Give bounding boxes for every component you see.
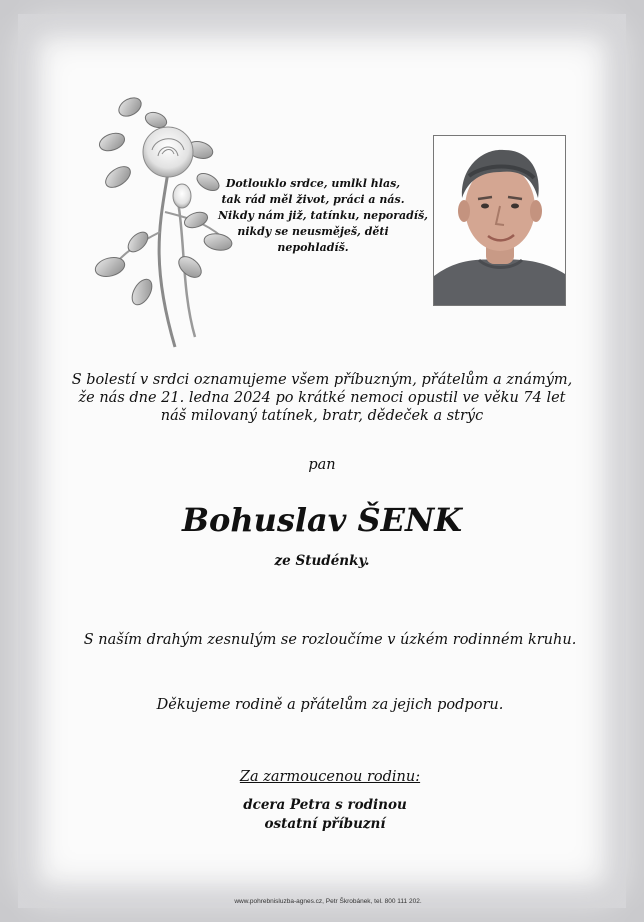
announcement-line: náš milovaný tatínek, bratr, dědeček a strýc bbox=[160, 408, 484, 424]
poem-line: Dotlouklo srdce, umlkl hlas, bbox=[225, 177, 401, 190]
portrait-photo bbox=[433, 135, 566, 306]
announcement bbox=[60, 371, 584, 425]
thanks-text: Děkujeme rodině a přátelům za jejich podporu. bbox=[156, 697, 504, 713]
mourner-line: ostatní příbuzní bbox=[264, 816, 386, 832]
origin: ze Studénky. bbox=[274, 553, 370, 569]
farewell-text: S naším drahým zesnulým se rozloučíme v úzkém rodinném kruhu. bbox=[83, 632, 577, 648]
announcement-line: že nás dne 21. ledna 2024 po krátké nemoci opustil ve věku 74 let bbox=[78, 390, 566, 406]
poem bbox=[218, 176, 429, 256]
poem-line: Nikdy nám již, tatínku, neporadíš, bbox=[218, 209, 429, 222]
poem-line: tak rád měl život, práci a nás. bbox=[221, 193, 405, 206]
poem-line: nepohladíš. bbox=[277, 241, 349, 254]
announcement-line: S bolestí v srdci oznamujeme všem příbuzným, přátelům a známým, bbox=[71, 372, 573, 388]
poem-line: nikdy se neusměješ, děti bbox=[237, 225, 389, 238]
family-label: Za zarmoucenou rodinu: bbox=[239, 769, 421, 785]
mourner-line: dcera Petra s rodinou bbox=[243, 797, 407, 813]
mourners bbox=[0, 796, 644, 834]
deceased-name: Bohuslav ŠENK bbox=[181, 501, 463, 539]
honorific: pan bbox=[308, 457, 336, 473]
footer-contact: www.pohrebnisluzba-agnes.cz, Petr Škrobánek, tel. 800 111 202. bbox=[234, 898, 422, 905]
